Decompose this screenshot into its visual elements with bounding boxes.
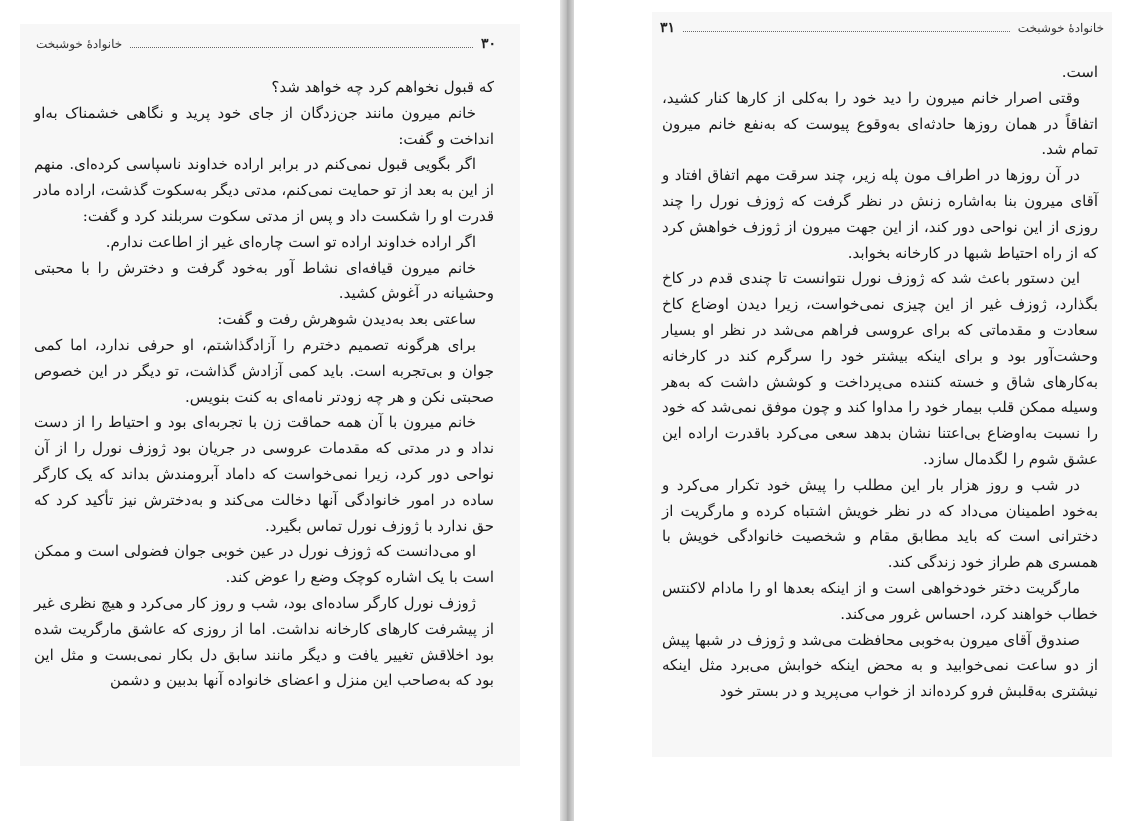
paragraph: که قبول نخواهم کرد چه خواهد شد؟	[271, 78, 494, 96]
header-dot-leader	[130, 47, 473, 48]
left-page	[0, 0, 560, 821]
header-dot-leader	[683, 31, 1010, 32]
paragraph: است.	[1061, 63, 1098, 81]
book-gutter	[560, 0, 574, 821]
running-title: خانوادهٔ خوشبخت	[1017, 21, 1104, 35]
left-page-body	[34, 75, 494, 694]
paragraph: خانم میرون مانند جن‌زدگان از جای خود پرید و نگاهی خشمناک به‌او انداخت و گفت:	[34, 103, 494, 148]
running-title: خانوادهٔ خوشبخت	[36, 37, 123, 51]
paragraph: در آن روزها در اطراف مون پله زیر، چند سرقت مهم اتفاق افتاد و آقای میرون بنا به‌اشاره زنش در نظر گرفت که ژوزف نورل را چند روزی از این نواحی دور کند، از این جهت میرون از ژوزف خواهش کرد که از راه احتیاط شبها در کارخانه بخوابد.	[662, 166, 1098, 262]
paragraph: این دستور باعث شد که ژوزف نورل نتوانست تا چندی قدم در کاخ بگذارد، ژوزف غیر از این چیزی نمی‌خواست، زیرا دیدن اوضاع کاخ سعادت و مقدماتی که برای عروسی فراهم می‌شد در نظر او بسیار وحشت‌آور بود و برای اینکه بیشتر خود را سرگرم کند در کارخانه به‌کارهای شاق و خسته کننده می‌پرداخت و کوشش داشت که به‌هر وسیله ممکن قلب بیمار خود را مداوا کند و چون موفق نمی‌شد که خود را نسبت به‌اوضاع بی‌اعتنا نشان بدهد سعی می‌کرد باقدرت اراده این عشق شوم را لگدمال سازد.	[662, 269, 1099, 468]
paragraph: اگر اراده خداوند اراده تو است چاره‌ای غیر از اطاعت ندارم.	[105, 232, 476, 251]
paragraph: وقتی اصرار خانم میرون را دید خود را به‌کلی از کارها کنار کشید، اتفاقاً در همان روزها حادثه‌ای به‌وقوع پیوست که به‌نفع خانم میرون تمام شد.	[662, 88, 1098, 159]
paragraph: خانم میرون با آن همه حماقت زن با تجربه‌ای بود و احتیاط را از دست نداد و در مدتی که مقدمات عروسی در جریان بود ژوزف نورل را از آن نواحی دور کرد، زیرا نمی‌خواست که داماد آبرومندش بداند که یک کارگر ساده در امور خانوادگی آنها دخالت می‌کند و به‌دخترش نیز تأکید کرد که حق ندارد با ژوزف نورل تماس بگیرد.	[34, 413, 494, 535]
paragraph: اگر بگویی قبول نمی‌کنم در برابر اراده خداوند ناسپاسی کرده‌ای. منهم از این به بعد از تو حمایت نمی‌کنم، مدتی دیگر به‌سکوت گذشت، اراده مادر قدرت او را شکست داد و پس از مدتی سکوت سربلند کرد و گفت:	[34, 155, 494, 225]
right-page	[574, 0, 1128, 821]
paragraph: ژوزف نورل کارگر ساده‌ای بود، شب و روز کار می‌کرد و هیچ نظری غیر از پیشرفت کارهای کارخانه نداشت. اما از روزی که عاشق مارگریت شده بود اخلاقش تغییر یافت و دیگر مانند سابق دل بکار نمی‌بست و مثل این بود که به‌صاحب این منزل و اعضای خانواده آنها بدبین و دشمن	[34, 593, 494, 690]
paragraph: خانم میرون قیافه‌ای نشاط آور به‌خود گرفت و دخترش را با محبتی وحشیانه در آغوش کشید.	[34, 258, 494, 303]
right-page-header	[660, 20, 1104, 36]
page-number: ۳۰	[480, 36, 496, 52]
paragraph: برای هرگونه تصمیم دخترم را آزادگذاشتم، او حرفی ندارد، اما کمی جوان و بی‌تجربه است. باید کمی آزادش گذاشت، تو دیگر در این خصوص صحبتی نکن و هر چه زودتر نامه‌ای به کنت بنویس.	[34, 335, 494, 406]
right-page-body	[662, 60, 1098, 705]
paragraph: او می‌دانست که ژوزف نورل در عین خوبی جوان فضولی است و ممکن است با یک اشاره کوچک وضع را عوض کند.	[34, 542, 494, 587]
left-page-header	[36, 36, 496, 52]
paragraph: در شب و روز هزار بار این مطلب را پیش خود تکرار می‌کرد و به‌خود اطمینان می‌داد که در نظر خویش اشتباه کرده و مارگریت از دخترانی است که باید مطابق مقام و شخصیت خانوادگی خویش با همسری هم طراز خود زندگی کند.	[662, 475, 1098, 572]
paragraph: مارگریت دختر خودخواهی است و از اینکه بعدها او را مادام لاکنتس خطاب خواهند کرد، احساس غرور می‌کند.	[662, 578, 1098, 623]
paragraph: صندوق آقای میرون به‌خوبی محافظت می‌شد و ژوزف در شبها پیش از دو ساعت نمی‌خوابید و به محض اینکه خوابش می‌برد مثل اینکه نیشتری به‌قلبش فرو کرده‌اند از خواب می‌پرید و در بستر خود	[662, 630, 1098, 701]
page-number: ۳۱	[660, 20, 676, 36]
paragraph: ساعتی بعد به‌دیدن شوهرش رفت و گفت:	[217, 310, 476, 329]
